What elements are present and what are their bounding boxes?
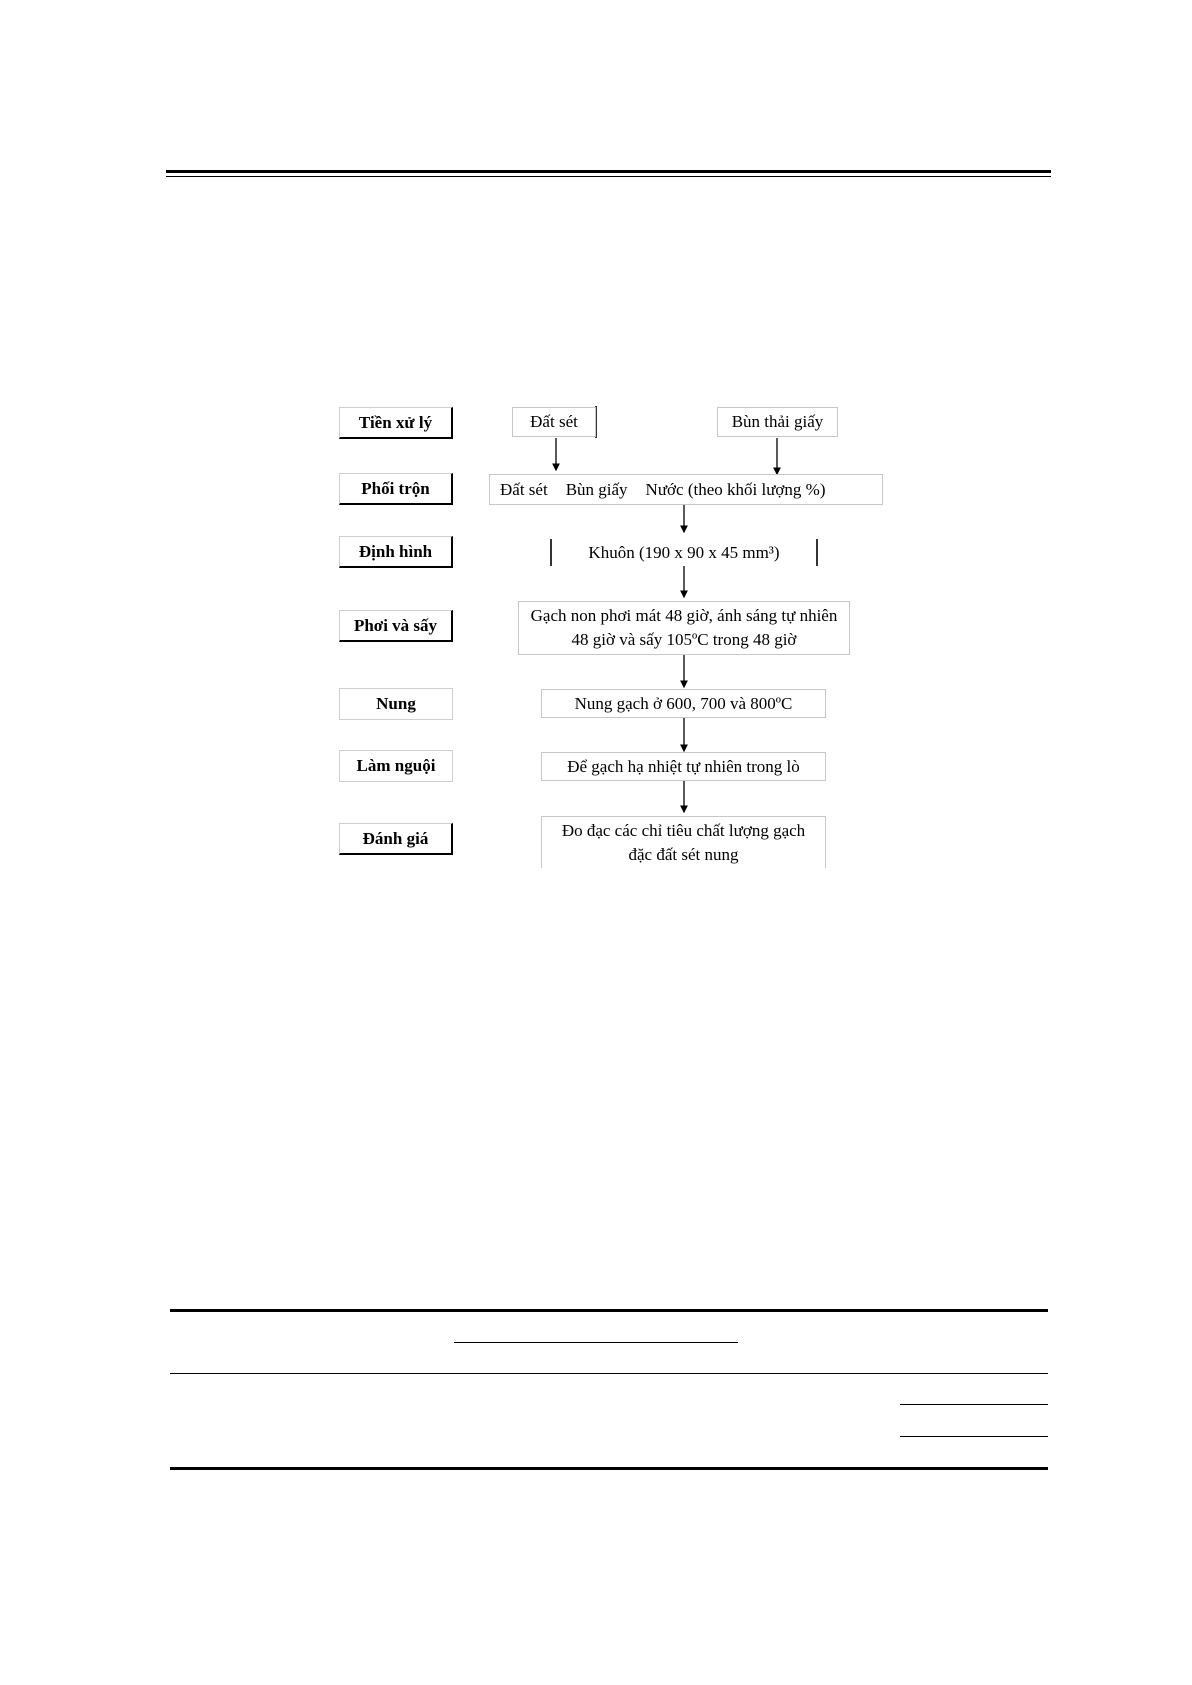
step-firing-detail: Nung gạch ở 600, 700 và 800ºC (541, 689, 826, 718)
step-clay: Đất sét (512, 407, 596, 437)
stage-shaping: Định hình (339, 536, 453, 568)
stage-firing: Nung (339, 688, 453, 720)
stage-pretreatment: Tiền xử lý (339, 407, 453, 439)
table-cell-rule-2 (900, 1436, 1048, 1437)
ingredient-water: Nước (theo khối lượng %) (645, 479, 826, 499)
step-paper-sludge: Bùn thải giấy (717, 407, 838, 437)
step-drying-detail: Gạch non phơi mát 48 giờ, ánh sáng tự nhiên 48 giờ và sấy 105ºC trong 48 giờ (518, 601, 850, 655)
table-top-rule (170, 1309, 1048, 1312)
ingredient-clay: Đất sét (500, 479, 548, 499)
step-evaluation-detail: Đo đạc các chỉ tiêu chất lượng gạch đặc đất sét nung (541, 816, 826, 868)
step-cooling-detail: Để gạch hạ nhiệt tự nhiên trong lò (541, 752, 826, 781)
stage-evaluation: Đánh giá (339, 823, 453, 855)
step-mold: Khuôn (190 x 90 x 45 mm³) (588, 542, 780, 562)
table-bottom-rule (170, 1467, 1048, 1470)
stage-drying: Phơi và sấy (339, 610, 453, 642)
stage-cooling: Làm nguội (339, 750, 453, 782)
table-header-rule (170, 1373, 1048, 1374)
stage-mixing: Phối trộn (339, 473, 453, 505)
table-group-header-rule (454, 1342, 738, 1343)
step-mix-ingredients (489, 474, 883, 505)
ingredient-sludge: Bùn giấy (565, 479, 628, 499)
table-cell-rule-1 (900, 1404, 1048, 1405)
